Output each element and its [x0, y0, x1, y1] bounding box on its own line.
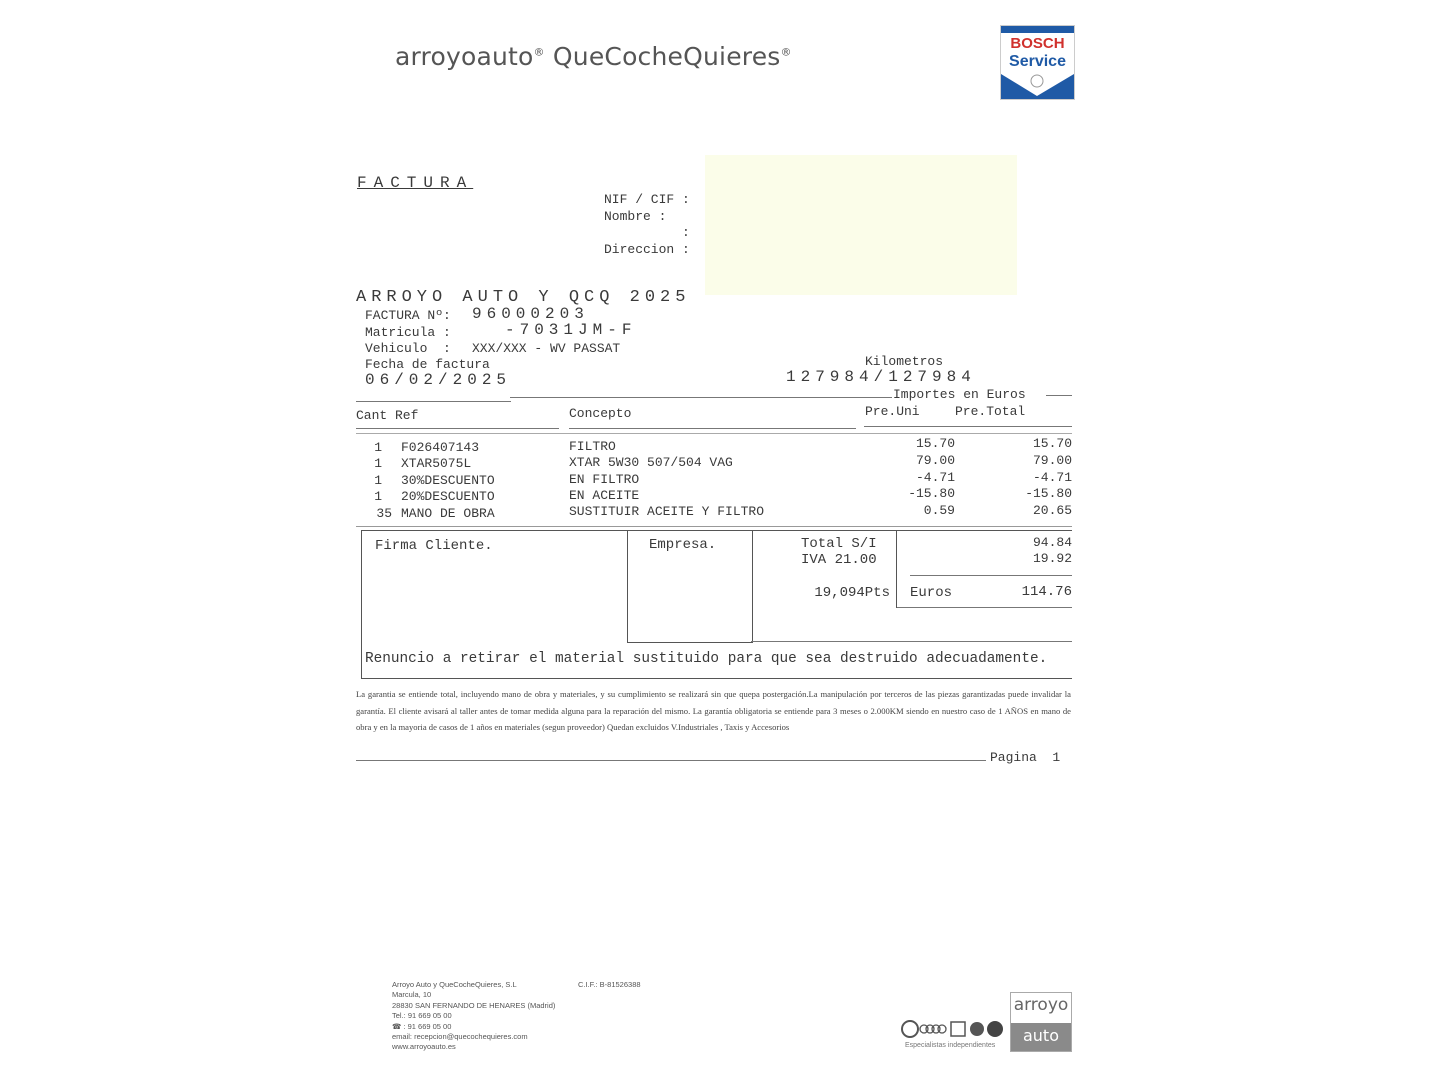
reg-mark: ®	[533, 45, 545, 59]
brand-logo-text	[395, 42, 792, 71]
row-concepto: EN ACEITE	[569, 488, 640, 503]
row-pre-total: -4.71	[1032, 470, 1072, 485]
row-ref: F026407143	[401, 440, 480, 455]
row-pre-uni: 79.00	[915, 453, 955, 468]
matricula-label: Matricula :	[365, 325, 451, 340]
footer-cif: C.I.F.: B-81526388	[578, 980, 641, 989]
bosch-service-logo	[1000, 25, 1075, 100]
header-cant-ref: Cant Ref	[356, 408, 419, 423]
row-cant: 1	[374, 456, 382, 471]
km-label: Kilometros	[865, 354, 944, 369]
row-concepto: XTAR 5W30 507/504 VAG	[569, 455, 733, 470]
direccion-label: Direccion :	[604, 242, 690, 257]
divider	[569, 428, 856, 429]
nif-label: NIF / CIF :	[604, 192, 690, 207]
logo-top-text: arroyo	[1013, 995, 1069, 1015]
footer-street: Marcula, 10	[392, 990, 432, 1000]
row-pre-uni: -4.71	[915, 470, 955, 485]
brand-quecochequieres: QueCocheQuieres	[552, 42, 781, 71]
empresa-label: Empresa.	[649, 537, 717, 553]
total-si-value: 94.84	[1032, 535, 1072, 550]
iva-label: IVA 21.00	[801, 552, 877, 568]
divider	[510, 397, 892, 398]
row-pre-total: 20.65	[1032, 503, 1072, 518]
importes-label: Importes en Euros	[893, 387, 1026, 402]
total-si-label: Total S/I	[801, 536, 877, 552]
page-number: Pagina 1	[990, 750, 1061, 765]
vehiculo-value: XXX/XXX - WV PASSAT	[472, 341, 621, 356]
row-concepto: EN FILTRO	[569, 472, 640, 487]
row-pre-uni: 0.59	[923, 503, 955, 518]
row-pre-total: -15.80	[1025, 486, 1072, 501]
reg-mark: ®	[780, 45, 792, 59]
footer-phone: ☎ : 91 669 05 00	[392, 1021, 452, 1031]
legal-text: La garantia se entiende total, incluyendo mano de obra y materiales, y su cumplimiento se realizará sin que quepa postergación.La manipulación por terceros de las piezas garantizadas puede invalidar la garantía. El cliente avisará al taller antes de tomar medida alguna para la reparación del mismo. La garantía obligatoria se entiende para 3 meses o 2.000KM siendo en nuestro caso de 1 AÑOS en mano de obra y en la mayoria de casos de 1 años en materiales (segun proveedor) Quedan excluidos V.Industriales , Taxis y Accesorios	[356, 689, 1071, 732]
row-cant: 1	[374, 473, 382, 488]
divider	[356, 428, 559, 429]
bosch-text: BOSCH	[1010, 35, 1065, 52]
brand-arroyoauto: arroyoauto	[395, 42, 534, 71]
row-ref: 20%DESCUENTO	[401, 489, 495, 504]
row-cant: 1	[374, 489, 382, 504]
divider	[864, 426, 1072, 427]
footer-tel: Tel.: 91 669 05 00	[392, 1011, 452, 1021]
row-ref: XTAR5075L	[401, 456, 472, 471]
row-ref: MANO DE OBRA	[401, 506, 495, 521]
row-pre-total: 15.70	[1032, 436, 1072, 451]
factura-number: 96000203	[472, 305, 589, 323]
logo-bottom-text: auto	[1011, 1023, 1071, 1051]
footer-address	[392, 980, 555, 1053]
euros-label: Euros	[910, 585, 953, 601]
header-concepto: Concepto	[569, 406, 632, 421]
divider	[1046, 395, 1072, 396]
vehiculo-label: Vehiculo :	[365, 341, 451, 356]
blank-label: :	[604, 225, 690, 240]
euros-total: 114.76	[1021, 584, 1072, 600]
nombre-label: Nombre :	[604, 209, 667, 224]
firma-label: Firma Cliente.	[375, 538, 493, 554]
row-concepto: SUSTITUIR ACEITE Y FILTRO	[569, 504, 765, 519]
document-title: FACTURA	[357, 174, 474, 192]
footer-company: Arroyo Auto y QueCocheQuieres, S.L	[392, 980, 517, 989]
footer-email: email: recepcion@quecochequieres.com	[392, 1032, 528, 1042]
row-cant: 35	[376, 506, 392, 521]
fecha-value: 06/02/2025	[365, 371, 512, 389]
row-pre-uni: -15.80	[908, 486, 955, 501]
footer-web: www.arroyoauto.es	[392, 1042, 456, 1052]
row-concepto: FILTRO	[569, 439, 616, 454]
fecha-label: Fecha de factura	[365, 357, 490, 372]
row-pre-total: 79.00	[1032, 453, 1072, 468]
car-brand-logos-icon	[900, 1018, 1006, 1040]
factura-label: FACTURA Nº:	[365, 308, 451, 323]
divider	[356, 433, 1072, 434]
row-cant: 1	[374, 440, 382, 455]
arroyo-auto-logo	[1010, 992, 1072, 1052]
matricula-value: -7031JM-F	[505, 321, 637, 339]
brands-caption: Especialistas independientes	[905, 1042, 996, 1049]
renuncio-text: Renuncio a retirar el material sustituido para que sea destruido adecuadamente.	[365, 651, 1048, 667]
footer-city: 28830 SAN FERNANDO DE HENARES (Madrid)	[392, 1000, 556, 1010]
divider	[356, 401, 511, 402]
row-ref: 30%DESCUENTO	[401, 473, 495, 488]
divider	[751, 641, 1072, 642]
pesetas-total: 19,094Pts	[814, 585, 890, 601]
bosch-chevron-icon	[1001, 74, 1074, 99]
header-pre-uni: Pre.Uni	[865, 404, 920, 419]
iva-value: 19.92	[1032, 551, 1072, 566]
km-value: 127984/127984	[786, 368, 976, 386]
divider	[356, 526, 1072, 527]
bosch-top-bar	[1001, 26, 1074, 33]
divider	[897, 607, 1072, 608]
redacted-client-data	[705, 155, 1017, 295]
divider	[356, 760, 986, 761]
service-text: Service	[1009, 53, 1066, 70]
divider	[910, 575, 1072, 576]
row-pre-uni: 15.70	[915, 436, 955, 451]
header-pre-total: Pre.Total	[955, 404, 1026, 419]
company-line: ARROYO AUTO Y QCQ 2025	[356, 288, 691, 307]
